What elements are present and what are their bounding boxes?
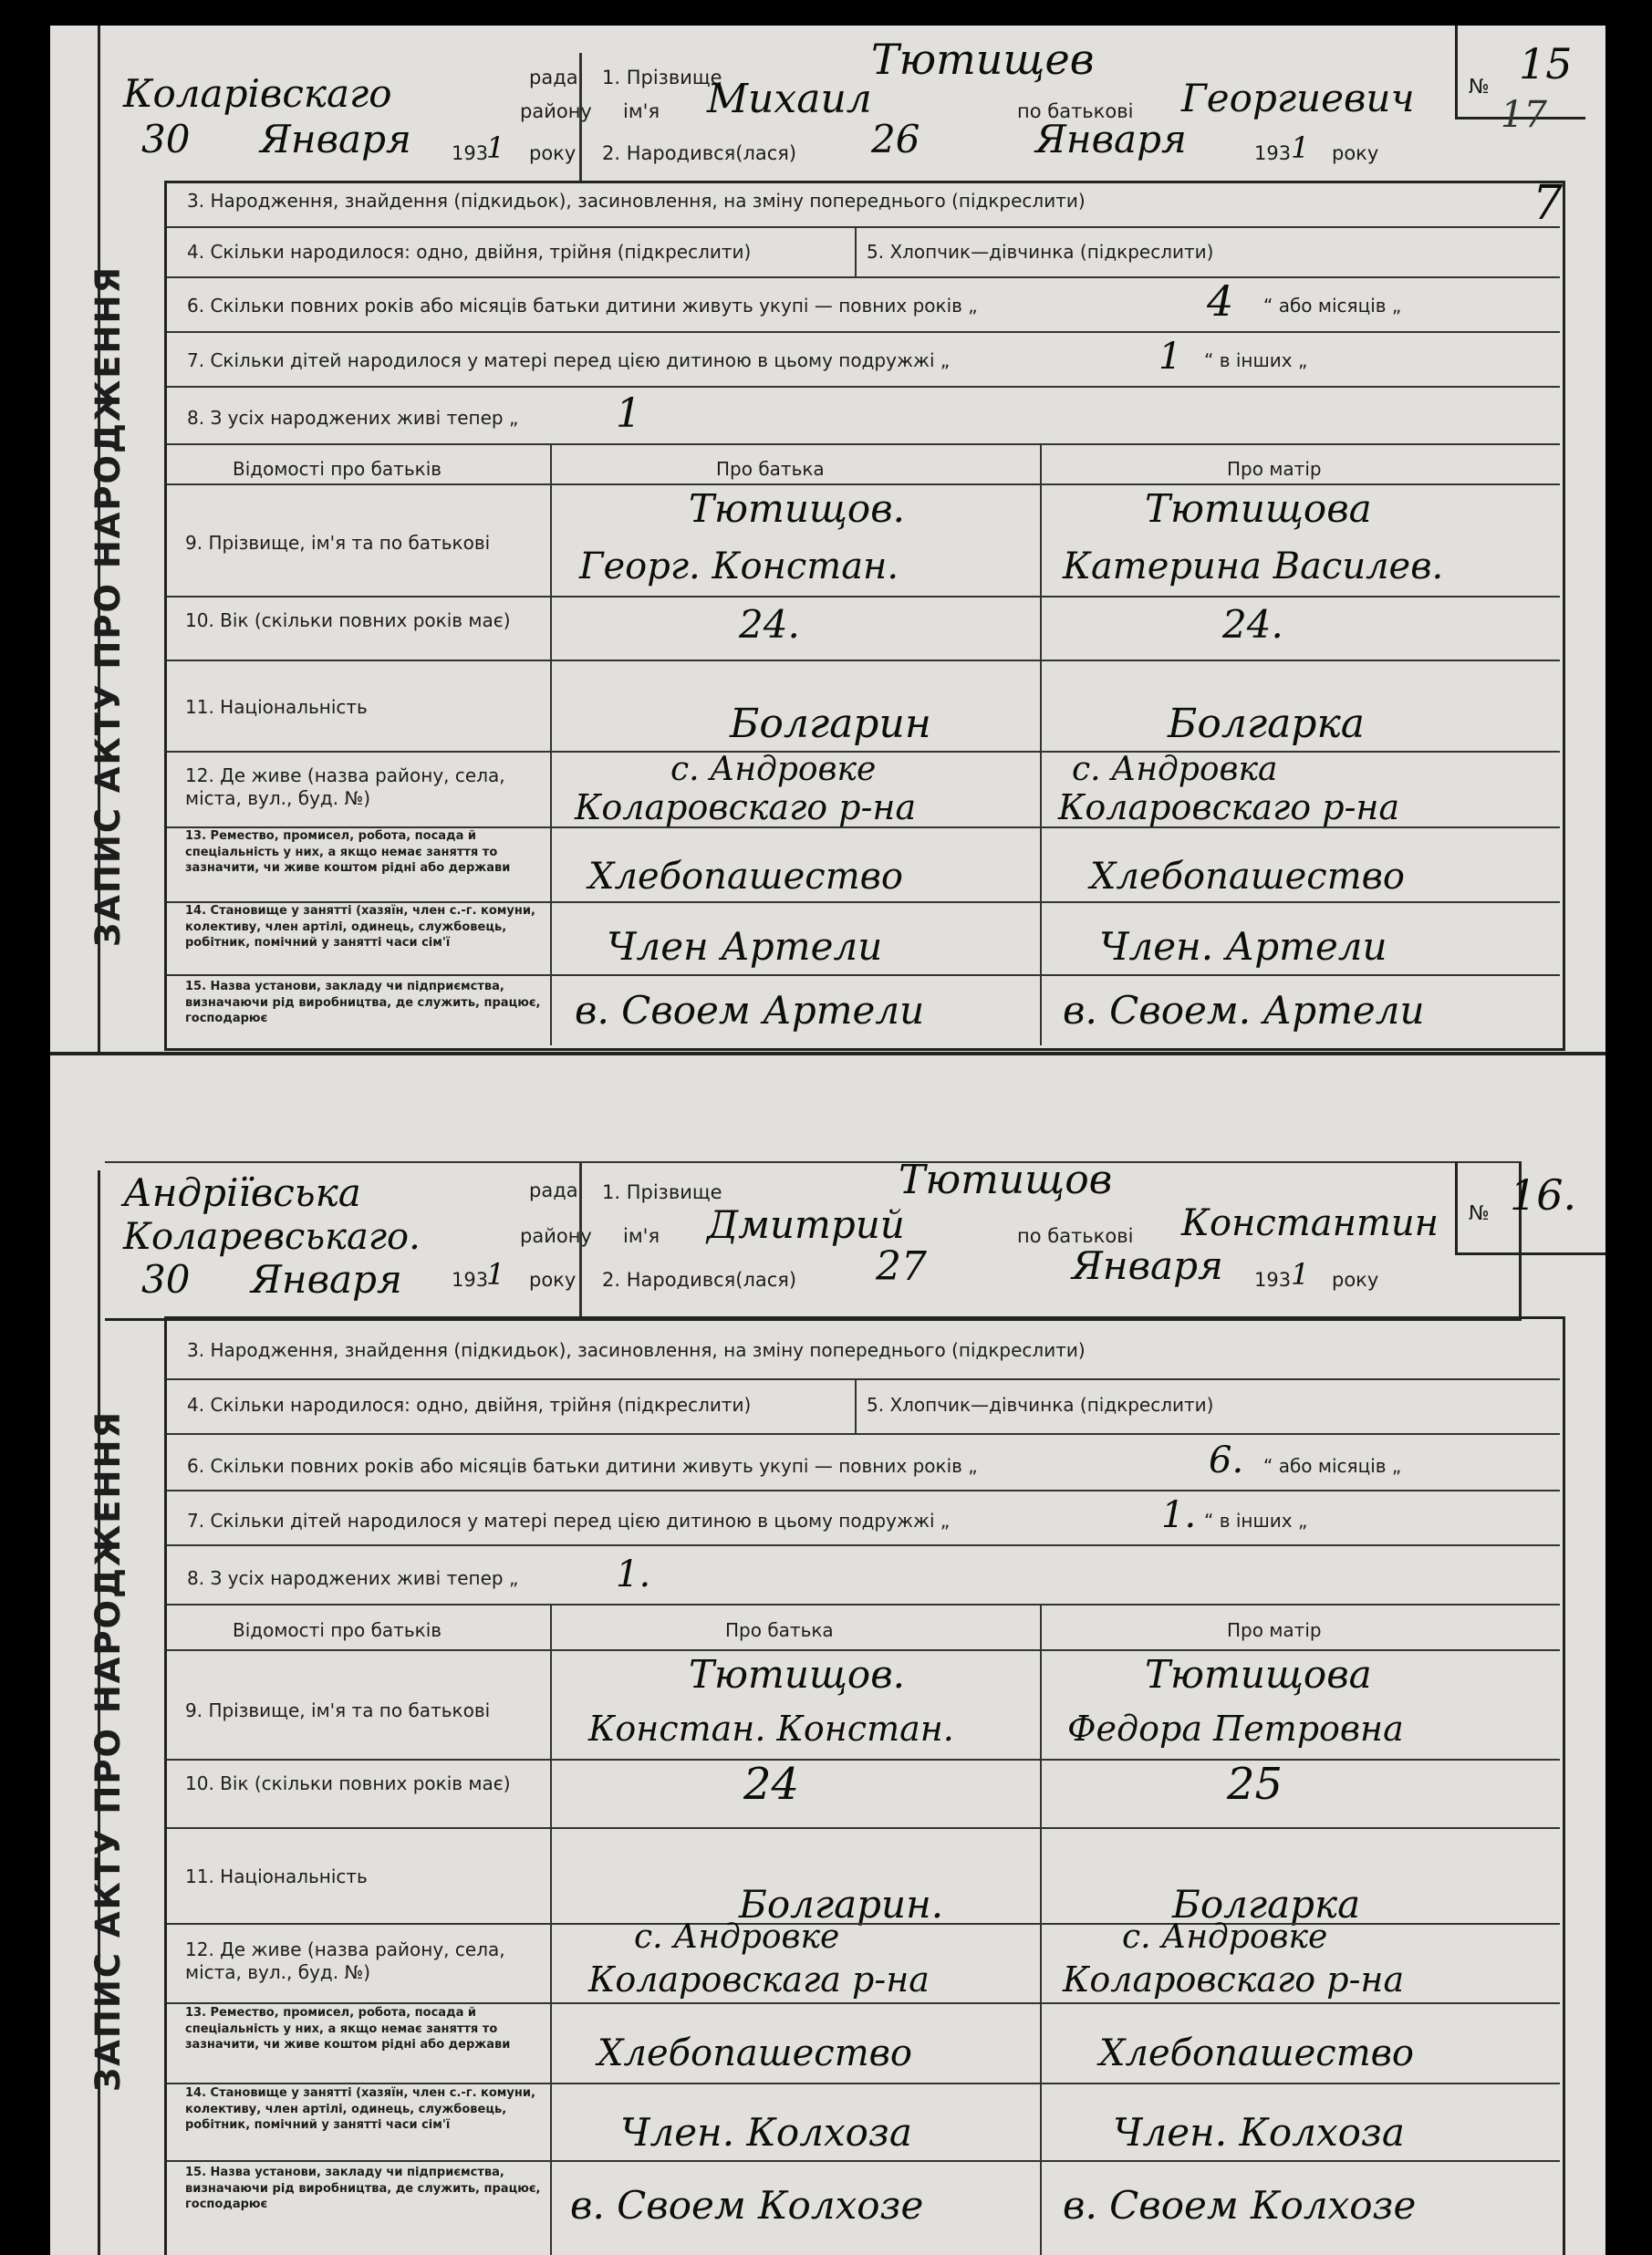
raion-label: району <box>520 100 592 122</box>
mother-surname: Тютищова <box>1145 486 1372 531</box>
father-place-1: с. Андровке <box>634 1918 840 1956</box>
mother-surname: Тютищова <box>1145 1652 1372 1697</box>
birth-day: 26 <box>871 117 920 161</box>
name-value: Дмитрий <box>707 1202 905 1247</box>
birth-year-prefix: 193 <box>1254 142 1292 164</box>
father-org: в. Своем Колхозе <box>570 2183 924 2228</box>
father-header: Про батька <box>716 458 825 480</box>
birth-month: Января <box>1035 117 1187 161</box>
row-line <box>167 1827 1560 1829</box>
row-line <box>167 2002 1560 2004</box>
reg-month: Января <box>260 117 411 161</box>
mother-header: Про матір <box>1227 458 1322 480</box>
selsovet-value: Коларівскаго <box>123 71 392 116</box>
q3-label: 3. Народження, знайдення (підкидьок), засиновлення, на зміну попереднього (підкреслити) <box>187 190 1086 212</box>
reg-month: Января <box>251 1257 402 1302</box>
patronymic-label: по батькові <box>1017 100 1134 122</box>
row-line <box>167 1433 1560 1435</box>
q12-label: 12. Де живе (назва району, села, міста, вул., буд. №) <box>185 764 505 809</box>
row-line <box>167 331 1560 333</box>
q5-label: 5. Хлопчик—дівчинка (підкреслити) <box>867 241 1214 263</box>
record-number: 15 <box>1519 39 1573 88</box>
row-line <box>167 660 1560 661</box>
name-label: ім'я <box>623 1225 660 1247</box>
father-surname: Тютищов. <box>689 1652 905 1697</box>
q6-end-label: “ або місяців „ <box>1263 1455 1402 1477</box>
q9-label: 9. Прізвище, ім'я та по батькові <box>185 532 491 554</box>
father-header: Про батька <box>725 1619 834 1641</box>
q13-label: 13. Ремество, промисел, робота, посада й спеціальність у них, а якщо немає заняття то зазначити, чи живе коштом рідні або держави <box>185 829 511 876</box>
mother-org: в. Своем. Артели <box>1063 988 1425 1033</box>
row-line <box>167 1923 1560 1925</box>
row-line <box>167 226 1560 228</box>
record-number-alt: 17 <box>1501 94 1547 136</box>
years-together: 6. <box>1209 1439 1244 1481</box>
father-place-2: Коларовскага р-на <box>588 1959 930 2000</box>
rada-label: рада <box>529 1179 578 1201</box>
year-label: року <box>529 1269 577 1291</box>
father-status: Член. Колхоза <box>620 2110 912 2155</box>
q5-label: 5. Хлопчик—дівчинка (підкреслити) <box>867 1394 1214 1416</box>
row-line <box>167 1490 1560 1491</box>
col-divider-1 <box>550 1604 552 2255</box>
mother-status: Член. Артели <box>1099 924 1387 969</box>
parents-header: Відомості про батьків <box>233 458 442 480</box>
mother-nation: Болгарка <box>1168 701 1365 747</box>
q6-label: 6. Скільки повних років або місяців батьки дитини живуть укупі — повних років „ <box>187 295 978 317</box>
q11-label: 11. Національність <box>185 1865 368 1887</box>
q7-end-label: “ в інших „ <box>1204 1510 1308 1532</box>
col-divider-1 <box>550 443 552 1045</box>
surname-value: Тютищов <box>899 1157 1113 1203</box>
birth-year-digit: 1 <box>1291 130 1310 165</box>
mother-trade: Хлебопашество <box>1099 2032 1414 2074</box>
q10-label: 10. Вік (скільки повних років має) <box>185 609 511 631</box>
born-label: 2. Народився(лася) <box>602 1269 797 1291</box>
children-before: 1 <box>1158 336 1182 378</box>
q8-label: 8. З усіх народжених живі тепер „ <box>187 1567 519 1589</box>
mother-place-1: с. Андровке <box>1122 1918 1328 1956</box>
raion-label: району <box>520 1225 592 1247</box>
father-trade: Хлебопашество <box>588 856 903 898</box>
years-together: 4 <box>1207 276 1234 326</box>
reg-year-digit: 1 <box>486 1257 505 1292</box>
mother-nation: Болгарка <box>1172 1882 1361 1927</box>
birth-year-digit: 1 <box>1291 1257 1310 1292</box>
number-label: № <box>1469 76 1490 99</box>
q14-label: 14. Становище у занятті (хазяїн, член с.-г. комуни, колективу, члeн артілі, одинець, службовець, робітник, помічний у занятті часи сім'ї <box>185 2086 535 2133</box>
mother-name: Федора Петровна <box>1067 1709 1404 1749</box>
birth-year-label: року <box>1332 142 1379 164</box>
year-prefix: 193 <box>452 1269 489 1291</box>
father-name: Георг. Констан. <box>579 546 899 587</box>
surname-label: 1. Прізвище <box>602 67 722 88</box>
reg-year-digit: 1 <box>486 130 505 165</box>
year-label: року <box>529 142 577 164</box>
side-title: ЗАПИС АКТУ ПРО НАРОДЖЕННЯ <box>88 1410 128 2092</box>
row-line <box>167 2160 1560 2162</box>
birth-record-2 <box>50 1157 1605 2255</box>
patronymic-label: по батькові <box>1017 1225 1134 1247</box>
row-line <box>167 443 1560 445</box>
raion-value: Коларевськаго. <box>123 1216 421 1258</box>
q15-label: 15. Назва установи, закладу чи підприємства, визначаючи рід виробництва, де служить, працює, господарює <box>185 980 541 1026</box>
father-nation: Болгарин <box>730 701 931 747</box>
margin-mark: 7 <box>1533 176 1564 231</box>
row-line <box>167 1759 1560 1761</box>
document-page <box>50 26 1605 2255</box>
q15-label: 15. Назва установи, закладу чи підприємства, визначаючи рід виробництва, де служить, працює, господарює <box>185 2166 541 2212</box>
father-org: в. Своем Артели <box>575 988 925 1033</box>
father-place-1: с. Андровке <box>670 751 877 788</box>
q8-label: 8. З усіх народжених живі тепер „ <box>187 407 519 429</box>
row-line <box>167 483 1560 485</box>
row-line <box>167 596 1560 598</box>
q7-label: 7. Скільки дітей народилося у матері перед цією дитиною в цьому подружжі „ <box>187 349 951 371</box>
q3-label: 3. Народження, знайдення (підкидьок), засиновлення, на зміну попереднього (підкреслити) <box>187 1339 1086 1361</box>
header-divider <box>579 53 582 181</box>
alive-now: 1. <box>616 1554 651 1595</box>
father-place-2: Коларовскаго р-на <box>575 787 917 827</box>
row-line <box>167 276 1560 278</box>
father-age: 24. <box>739 602 800 647</box>
row-line <box>167 2083 1560 2084</box>
mother-place-1: с. Андровка <box>1072 751 1278 788</box>
born-label: 2. Народився(лася) <box>602 142 797 164</box>
alive-now: 1 <box>616 390 641 437</box>
parents-header: Відомості про батьків <box>233 1619 442 1641</box>
children-before: 1. <box>1161 1494 1197 1536</box>
father-nation: Болгарин. <box>739 1882 944 1927</box>
q4-q5-divider <box>855 226 857 276</box>
name-label: ім'я <box>623 100 660 122</box>
q12-label: 12. Де живе (назва району, села, міста, вул., буд. №) <box>185 1938 505 1983</box>
surname-value: Тютищев <box>871 35 1095 84</box>
birth-record-1 <box>50 26 1605 1052</box>
birth-day: 27 <box>876 1243 927 1290</box>
mother-place-2: Коларовскаго р-на <box>1063 1959 1405 2000</box>
row-line <box>167 1378 1560 1380</box>
row-line <box>167 974 1560 976</box>
q7-end-label: “ в інших „ <box>1204 349 1308 371</box>
selsovet-value: Андріївська <box>123 1170 361 1215</box>
father-status: Член Артели <box>607 924 883 969</box>
row-line <box>167 1604 1560 1606</box>
q6-end-label: “ або місяців „ <box>1263 295 1402 317</box>
birth-month: Января <box>1072 1243 1223 1288</box>
reg-day: 30 <box>141 1257 191 1302</box>
mother-name: Катерина Василев. <box>1063 546 1444 587</box>
q4-label: 4. Скільки народилося: одно, двійня, трійня (підкреслити) <box>187 241 752 263</box>
q4-label: 4. Скільки народилося: одно, двійня, трійня (підкреслити) <box>187 1394 752 1416</box>
birth-year-prefix: 193 <box>1254 1269 1292 1291</box>
mother-age: 24. <box>1222 602 1283 647</box>
patronymic-value: Георгиевич <box>1181 76 1415 120</box>
mother-status: Член. Колхоза <box>1113 2110 1405 2155</box>
row-line <box>167 386 1560 388</box>
row-line <box>167 1544 1560 1546</box>
mother-header: Про матір <box>1227 1619 1322 1641</box>
q6-label: 6. Скільки повних років або місяців батьки дитини живуть укупі — повних років „ <box>187 1455 978 1477</box>
mother-place-2: Коларовскаго р-на <box>1058 787 1400 827</box>
surname-label: 1. Прізвище <box>602 1181 722 1203</box>
q9-label: 9. Прізвище, ім'я та по батькові <box>185 1699 491 1721</box>
number-label: № <box>1469 1202 1490 1225</box>
q14-label: 14. Становище у занятті (хазяїн, член с.-г. комуни, колективу, члeн артілі, одинець, службовець, робітник, помічний у занятті часи сім'ї <box>185 904 535 951</box>
q4-q5-divider <box>855 1378 857 1433</box>
reg-day: 30 <box>141 117 191 161</box>
q7-label: 7. Скільки дітей народилося у матері перед цією дитиною в цьому подружжі „ <box>187 1510 951 1532</box>
q10-label: 10. Вік (скільки повних років має) <box>185 1772 511 1794</box>
mother-trade: Хлебопашество <box>1090 856 1405 898</box>
record-separator <box>50 1052 1605 1055</box>
row-line <box>167 1649 1560 1651</box>
q13-label: 13. Ремество, промисел, робота, посада й спеціальність у них, а якщо немає заняття то зазначити, чи живе коштом рідні або держави <box>185 2006 511 2052</box>
patronymic-value: Константин <box>1181 1202 1439 1244</box>
father-trade: Хлебопашество <box>597 2032 912 2074</box>
col-divider-2 <box>1040 1604 1042 2255</box>
name-value: Михаил <box>707 76 872 122</box>
father-surname: Тютищов. <box>689 486 905 531</box>
header-divider <box>579 1161 582 1316</box>
father-name: Констан. Констан. <box>588 1709 954 1749</box>
mother-age: 25 <box>1227 1759 1283 1810</box>
q11-label: 11. Національність <box>185 696 368 718</box>
record-number: 16. <box>1510 1170 1577 1220</box>
birth-year-label: року <box>1332 1269 1379 1291</box>
mother-org: в. Своем Колхозе <box>1063 2183 1417 2228</box>
year-prefix: 193 <box>452 142 489 164</box>
father-age: 24 <box>743 1759 800 1810</box>
rada-label: рада <box>529 67 578 88</box>
col-divider-2 <box>1040 443 1042 1045</box>
side-title: ЗАПИС АКТУ ПРО НАРОДЖЕННЯ <box>88 265 128 947</box>
